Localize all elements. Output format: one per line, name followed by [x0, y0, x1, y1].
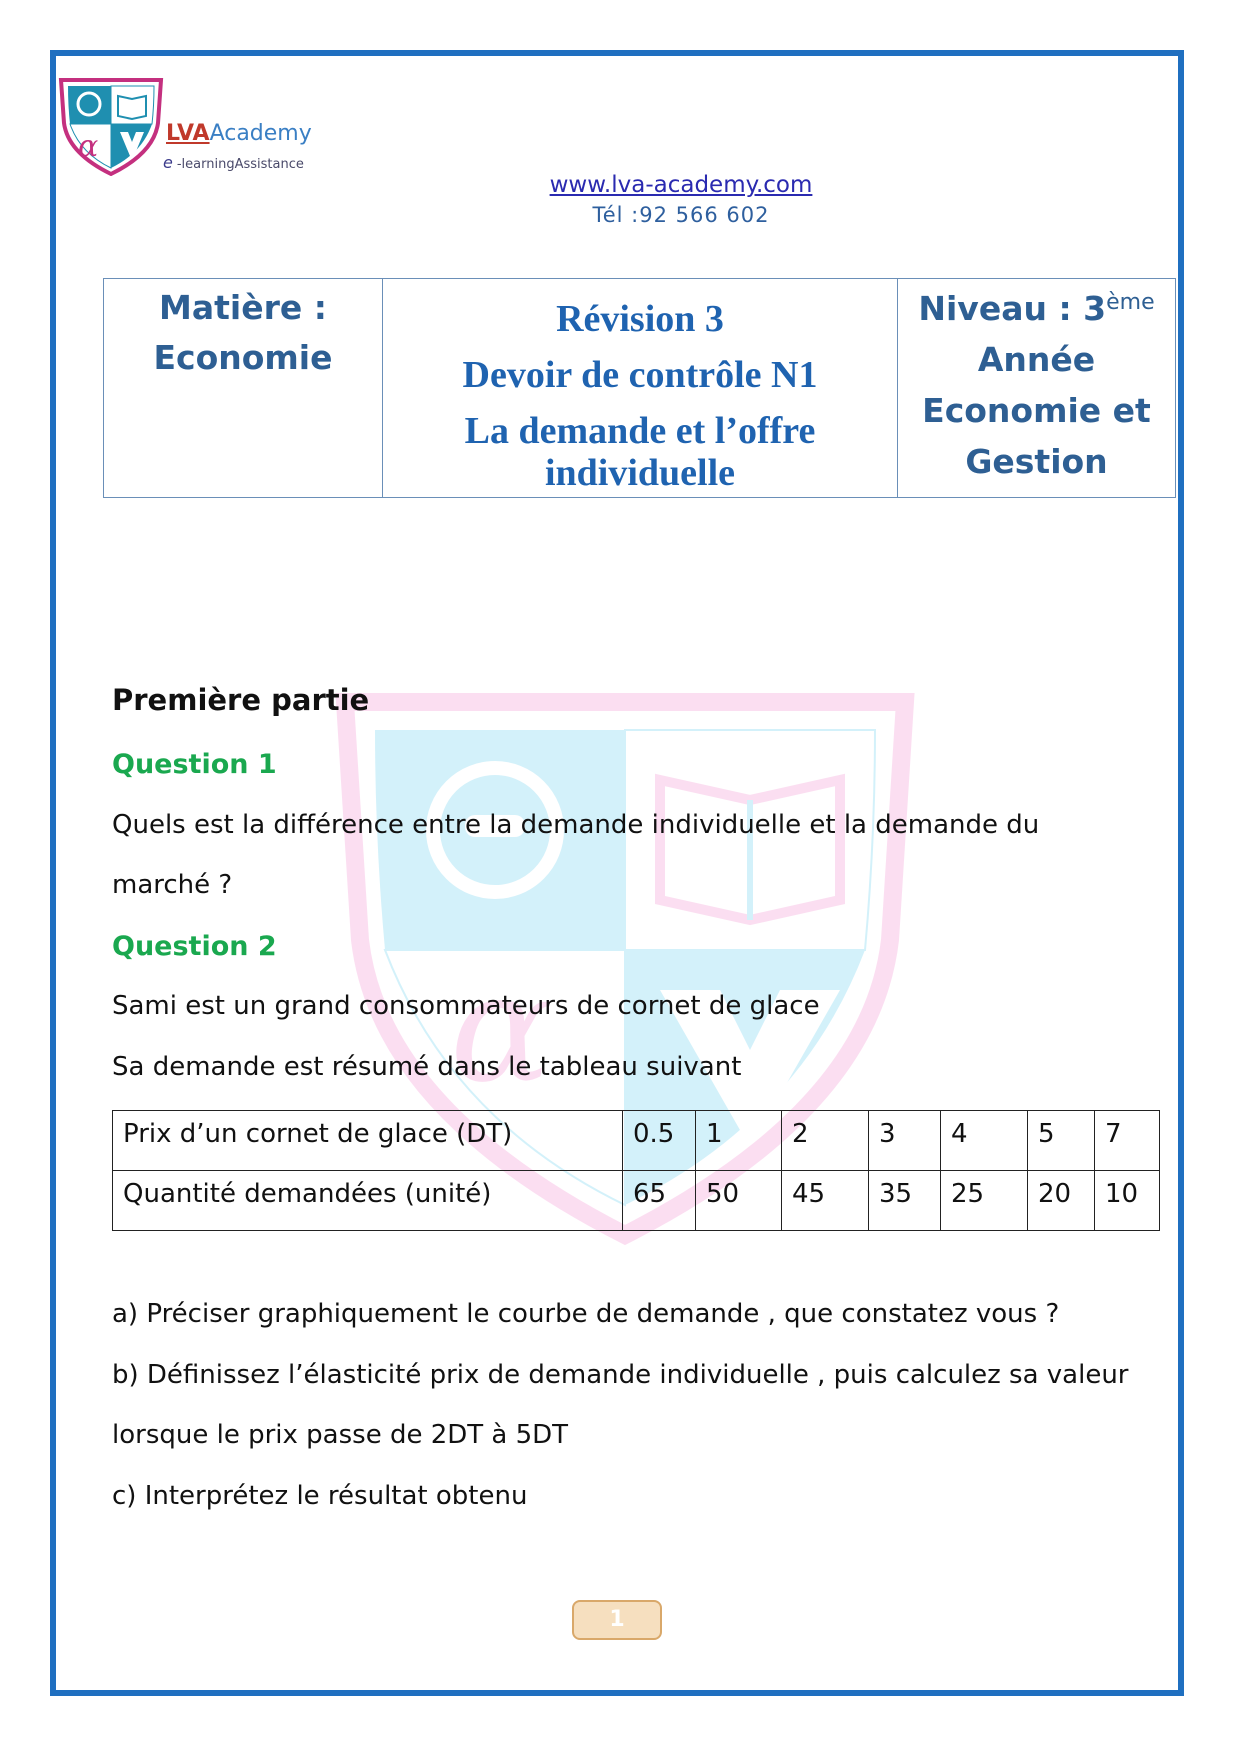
revision-title: Révision 3 [556, 298, 724, 340]
level-prefix: Niveau : 3 [918, 289, 1107, 328]
tagline-e: e [163, 153, 173, 172]
question-2b-line2: lorsque le prix passe de 2DT à 5DT [112, 1420, 569, 1450]
quantity-cell: 45 [782, 1171, 869, 1231]
tagline-text: -learningAssistance [176, 157, 304, 172]
header-info-table [103, 278, 1176, 498]
level-line3: Economie et [922, 391, 1151, 430]
quantity-cell: 25 [941, 1171, 1028, 1231]
topic-title-line2: individuelle [544, 452, 736, 494]
price-cell: 4 [941, 1111, 1028, 1171]
brand-academy: Academy [209, 121, 312, 146]
title-cell [383, 279, 898, 498]
price-cell: 3 [869, 1111, 941, 1171]
lva-academy-logo [58, 78, 164, 176]
quantity-cell: 20 [1028, 1171, 1095, 1231]
quantity-cell: 10 [1095, 1171, 1160, 1231]
price-cell: 5 [1028, 1111, 1095, 1171]
website-link[interactable]: www.lva-academy.com [549, 172, 813, 198]
quantity-cell: 50 [696, 1171, 782, 1231]
part-title: Première partie [112, 683, 370, 717]
level-line2: Année [977, 340, 1096, 379]
level-cell [898, 279, 1176, 498]
topic-title-line1: La demande et l’offre [464, 410, 816, 452]
price-cell: 2 [782, 1111, 869, 1171]
brand-name [166, 121, 312, 146]
demand-table [112, 1110, 1160, 1231]
brand-tagline [163, 153, 304, 172]
quantity-cell: 65 [623, 1171, 696, 1231]
question-2a: a) Préciser graphiquement le courbe de demande , que constatez vous ? [112, 1299, 1060, 1329]
brand-lva: LVA [166, 121, 210, 146]
subject-value: Economie [153, 338, 333, 377]
exam-title: Devoir de contrôle N1 [462, 354, 818, 396]
subject-label: Matière : [159, 288, 327, 327]
level-sup: ème [1106, 290, 1155, 315]
question-2-line2: Sa demande est résumé dans le tableau suivant [112, 1052, 742, 1082]
level-line4: Gestion [965, 442, 1108, 481]
price-cell: 0.5 [623, 1111, 696, 1171]
question-2b-line1: b) Définissez l’élasticité prix de demande individuelle , puis calculez sa valeur [112, 1360, 1129, 1390]
price-cell: 7 [1095, 1111, 1160, 1171]
quantity-row-label: Quantité demandées (unité) [113, 1171, 623, 1231]
question-2-line1: Sami est un grand consommateurs de cornet de glace [112, 991, 820, 1021]
phone-number: Tél :92 566 602 [592, 203, 770, 227]
question-1-line1: Quels est la différence entre la demande individuelle et la demande du [112, 810, 1040, 840]
price-cell: 1 [696, 1111, 782, 1171]
question-2-label: Question 2 [112, 931, 277, 962]
question-2c: c) Interprétez le résultat obtenu [112, 1481, 528, 1511]
svg-text:α: α [78, 129, 99, 164]
page-number: 1 [572, 1600, 662, 1640]
price-row [113, 1111, 1160, 1171]
quantity-cell: 35 [869, 1171, 941, 1231]
level-line1 [898, 283, 1175, 334]
question-1-line2: marché ? [112, 870, 233, 900]
quantity-row [113, 1171, 1160, 1231]
subject-cell [104, 279, 383, 498]
svg-text:α: α [450, 942, 552, 1116]
question-1-label: Question 1 [112, 749, 277, 780]
price-row-label: Prix d’un cornet de glace (DT) [113, 1111, 623, 1171]
